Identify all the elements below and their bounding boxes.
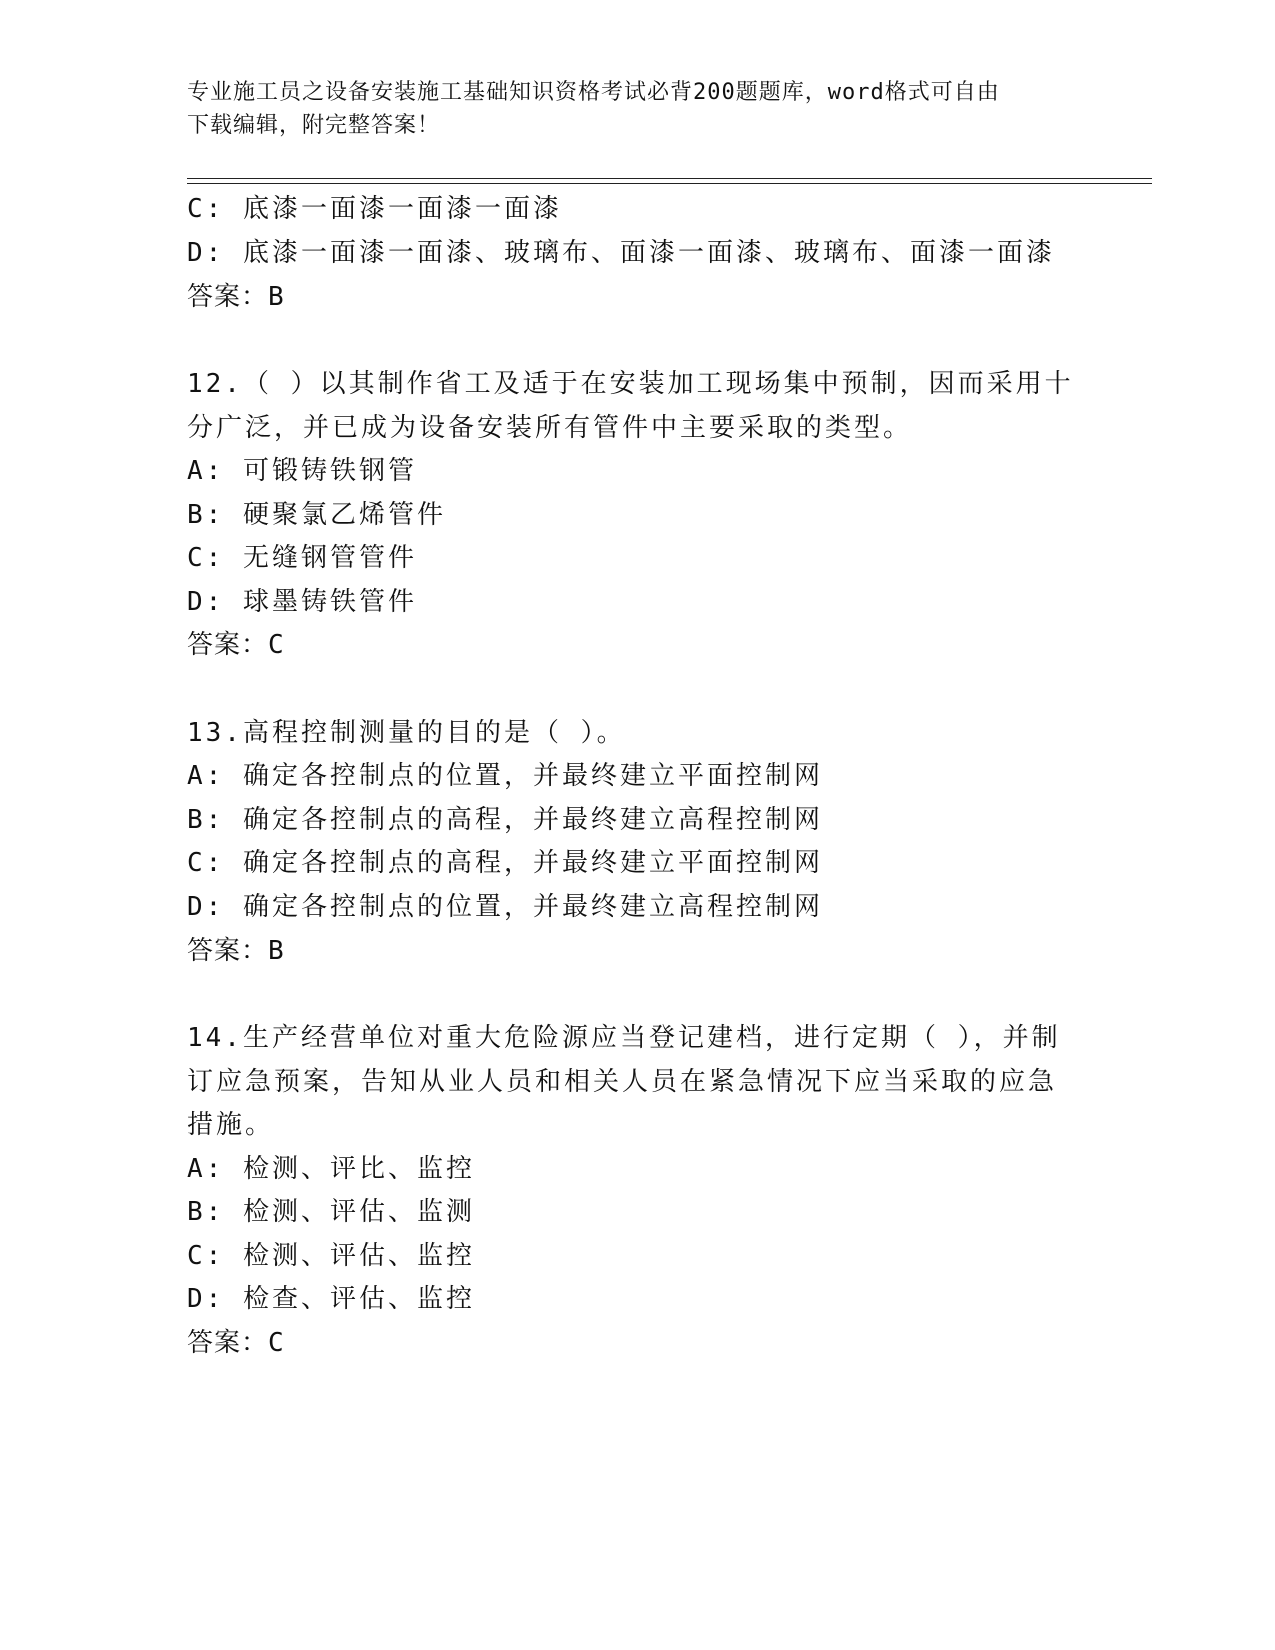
q11-answer: 答案：B [187, 282, 285, 312]
q14-answer: 答案：C [187, 1328, 285, 1358]
q13-answer: 答案：B [187, 936, 285, 966]
q12-option-d: D: 球墨铸铁管件 [187, 587, 417, 617]
q13-option-c: C: 确定各控制点的高程，并最终建立平面控制网 [187, 848, 823, 878]
q14-option-b: B: 检测、评估、监测 [187, 1197, 475, 1227]
header-title-line-1: 专业施工员之设备安装施工基础知识资格考试必背200题题库，word格式可自由 [187, 80, 1000, 105]
header-title-line-2: 下载编辑，附完整答案！ [187, 113, 441, 138]
q12-option-c: C: 无缝钢管管件 [187, 543, 417, 573]
q11-option-c: C: 底漆一面漆一面漆一面漆 [187, 194, 562, 224]
document-header [187, 76, 1067, 142]
q14-stem-line-3: 措施。 [187, 1110, 275, 1140]
q14-stem-line-1: 14.生产经营单位对重大危险源应当登记建档，进行定期（ ），并制 [187, 1023, 1061, 1053]
q13-option-d: D: 确定各控制点的位置，并最终建立高程控制网 [187, 892, 823, 922]
q14-stem-line-2: 订应急预案，告知从业人员和相关人员在紧急情况下应当采取的应急 [187, 1067, 1058, 1097]
q12-stem-line-1: 12.（ ）以其制作省工及适于在安装加工现场集中预制，因而采用十 [187, 369, 1074, 399]
q13-option-a: A: 确定各控制点的位置，并最终建立平面控制网 [187, 761, 823, 791]
q14-option-a: A: 检测、评比、监控 [187, 1154, 475, 1184]
q12-option-a: A: 可锻铸铁钢管 [187, 456, 417, 486]
q13-stem-line-1: 13.高程控制测量的目的是（ ）。 [187, 718, 626, 748]
q11-option-d: D: 底漆一面漆一面漆、玻璃布、面漆一面漆、玻璃布、面漆一面漆 [187, 238, 1055, 268]
q13-option-b: B: 确定各控制点的高程，并最终建立高程控制网 [187, 805, 823, 835]
q12-answer: 答案：C [187, 630, 285, 660]
header-divider-bottom [187, 183, 1152, 184]
header-divider-top [187, 178, 1152, 179]
q12-option-b: B: 硬聚氯乙烯管件 [187, 500, 446, 530]
q14-option-d: D: 检查、评估、监控 [187, 1284, 475, 1314]
q14-option-c: C: 检测、评估、监控 [187, 1241, 475, 1271]
q12-stem-line-2: 分广泛，并已成为设备安装所有管件中主要采取的类型。 [187, 413, 913, 443]
